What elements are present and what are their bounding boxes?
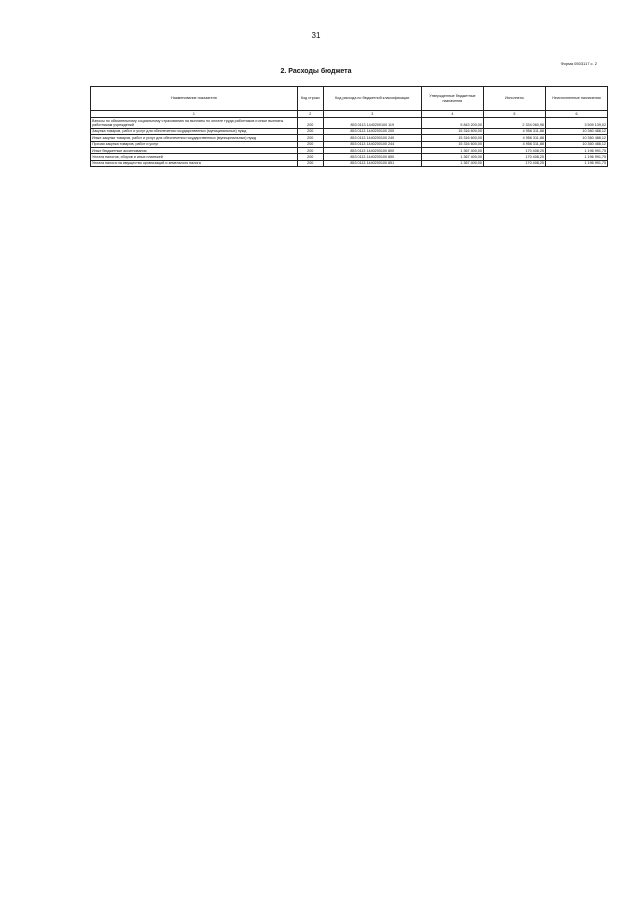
column-number: 4 <box>421 111 483 118</box>
approved-amount: 15 316 600,00 <box>421 135 483 141</box>
unexecuted-amount: 1 196 991,75 <box>545 160 607 166</box>
header-cell: Исполнено <box>483 87 545 111</box>
budget-class-code: 853 0113 1440200100 240 <box>323 135 421 141</box>
approved-amount: 1 367 400,00 <box>421 154 483 160</box>
column-number: 2 <box>297 111 323 118</box>
approved-amount: 1 367 400,00 <box>421 160 483 166</box>
unexecuted-amount: 10 360 488,12 <box>545 128 607 134</box>
form-code: Форма 0503117 с. 2 <box>560 61 597 66</box>
row-name: Закупка товаров, работ и услуг для обеспечения государственных (муниципальных) нужд <box>91 128 298 134</box>
row-code: 200 <box>297 160 323 166</box>
approved-amount: 15 316 600,00 <box>421 128 483 134</box>
row-name: Уплата налога на имущество организаций и земельного налога <box>91 160 298 166</box>
approved-amount: 1 367 400,00 <box>421 148 483 154</box>
header-row <box>91 87 608 111</box>
budget-class-code: 853 0113 1440200100 850 <box>323 154 421 160</box>
row-code: 200 <box>297 148 323 154</box>
header-cell: Неисполненные назначения <box>545 87 607 111</box>
row-code: 200 <box>297 128 323 134</box>
executed-amount: 4 956 311,88 <box>483 141 545 147</box>
table-row <box>91 160 608 166</box>
header-cell: Утвержденные бюджетные назначения <box>421 87 483 111</box>
row-name: Взносы по обязательному социальному страхованию на выплаты по оплате труда работников и иные выплаты работникам учреждений <box>91 118 298 129</box>
row-code: 200 <box>297 154 323 160</box>
expenditure-table <box>90 86 608 167</box>
row-name: Прочая закупка товаров, работ и услуг <box>91 141 298 147</box>
executed-amount: 2 334 060,98 <box>483 118 545 129</box>
header-cell: Код расхода по бюджетной классификации <box>323 87 421 111</box>
page-number: 31 <box>311 31 321 40</box>
table-row <box>91 118 608 129</box>
column-number: 1 <box>91 111 298 118</box>
approved-amount: 15 316 600,00 <box>421 141 483 147</box>
budget-class-code: 853 0113 1440200100 800 <box>323 148 421 154</box>
unexecuted-amount: 10 360 488,12 <box>545 135 607 141</box>
executed-amount: 4 956 311,88 <box>483 135 545 141</box>
header-cell: Наименование показателя <box>91 87 298 111</box>
table-body <box>91 118 608 167</box>
column-number: 5 <box>483 111 545 118</box>
column-number: 3 <box>323 111 421 118</box>
approved-amount: 5 843 200,00 <box>421 118 483 129</box>
column-number: 6 <box>545 111 607 118</box>
executed-amount: 170 408,25 <box>483 148 545 154</box>
unexecuted-amount: 3 509 139,02 <box>545 118 607 129</box>
budget-class-code: 853 0113 1440200100 851 <box>323 160 421 166</box>
section-title: 2. Расходы бюджета <box>280 68 352 75</box>
unexecuted-amount: 1 196 991,75 <box>545 154 607 160</box>
executed-amount: 170 408,25 <box>483 154 545 160</box>
row-name: Иные закупки товаров, работ и услуг для обеспечения государственных (муниципальных) нужд <box>91 135 298 141</box>
executed-amount: 170 408,25 <box>483 160 545 166</box>
budget-class-code: 853 0113 1440200100 244 <box>323 141 421 147</box>
budget-class-code: 853 0113 1440200100 119 <box>323 118 421 129</box>
row-name: Уплата налогов, сборов и иных платежей <box>91 154 298 160</box>
row-code: 200 <box>297 135 323 141</box>
unexecuted-amount: 1 196 991,75 <box>545 148 607 154</box>
unexecuted-amount: 10 360 488,12 <box>545 141 607 147</box>
row-code: 200 <box>297 141 323 147</box>
row-name: Иные бюджетные ассигнования <box>91 148 298 154</box>
column-number-row <box>91 111 608 118</box>
budget-class-code: 853 0113 1440200100 200 <box>323 128 421 134</box>
executed-amount: 4 956 311,88 <box>483 128 545 134</box>
header-cell: Код строки <box>297 87 323 111</box>
row-code: 200 <box>297 118 323 129</box>
